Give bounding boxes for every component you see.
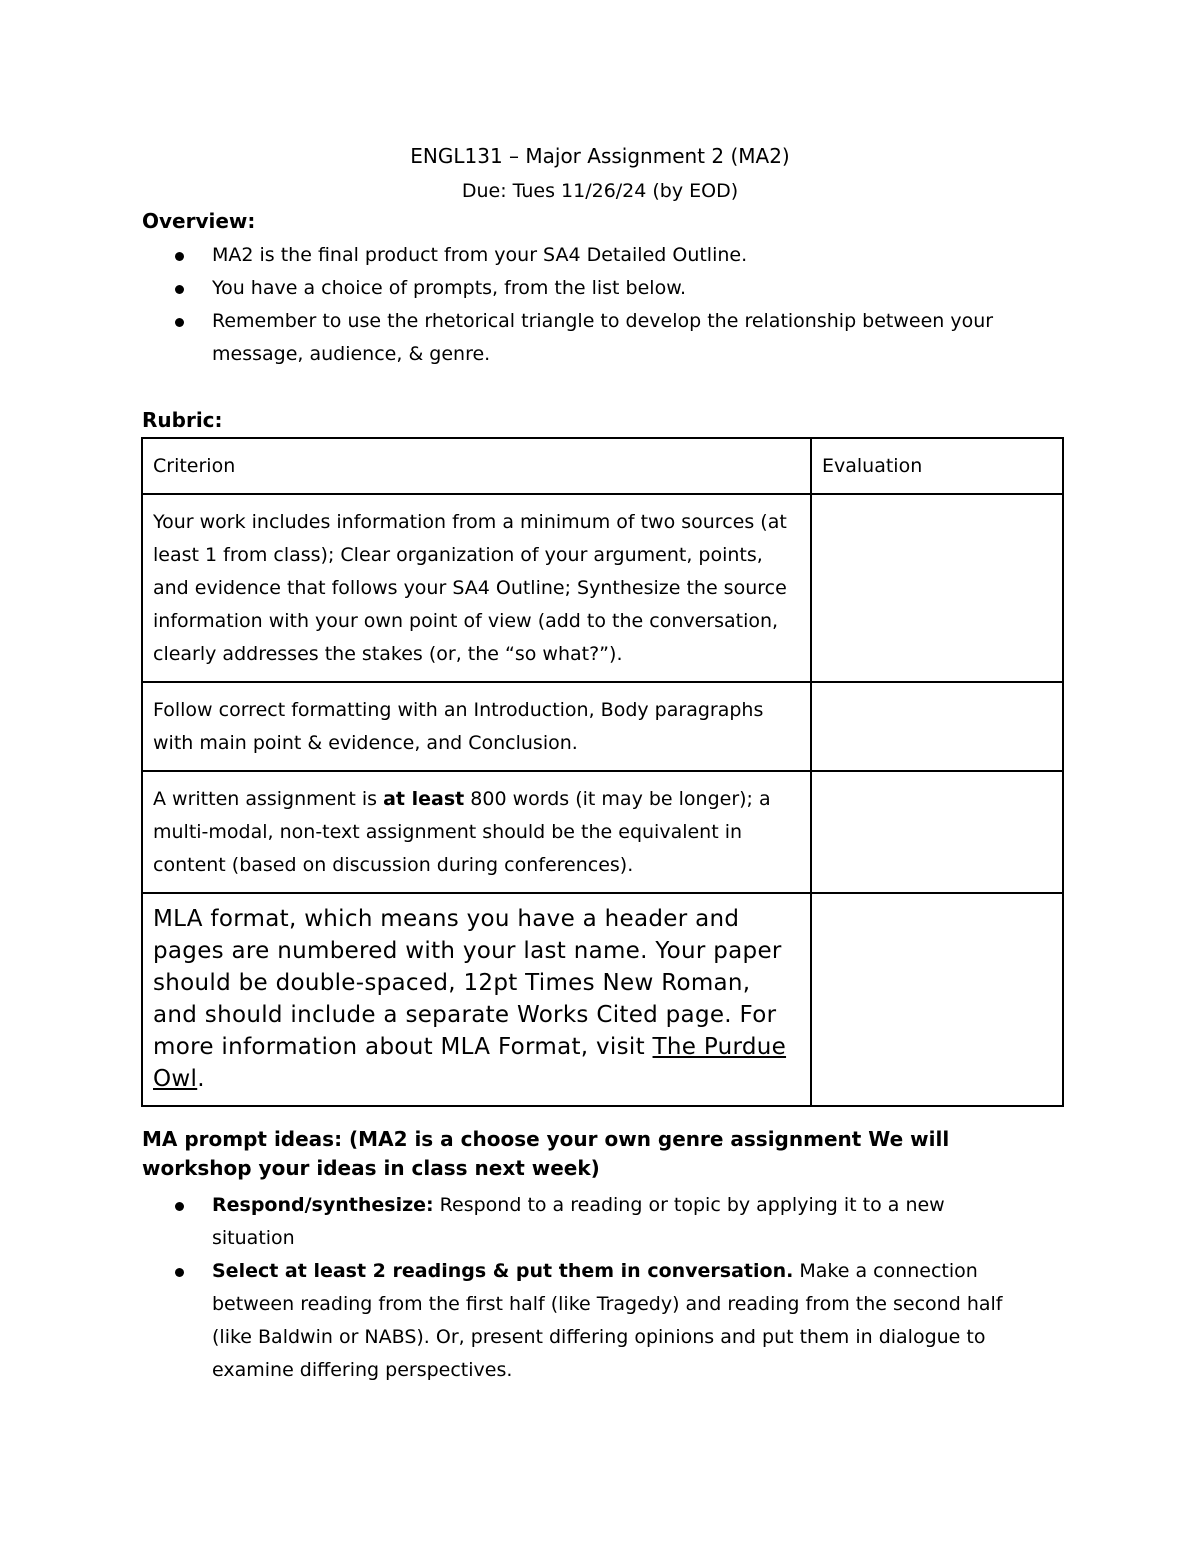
list-item: MA2 is the final product from your SA4 Detailed Outline. [142,239,1032,272]
table-row [142,893,1063,1106]
column-header-evaluation: Evaluation [811,438,1063,494]
list-item: Remember to use the rhetorical triangle to develop the relationship between your message, audience, & genre. [142,305,1032,371]
criterion-cell: Follow correct formatting with an Introduction, Body paragraphs with main point & evidence, and Conclusion. [142,682,811,771]
rubric-table [141,437,1064,1107]
criterion-emphasis: at least [383,788,465,810]
evaluation-cell [811,893,1063,1106]
due-date: Due: Tues 11/26/24 (by EOD) [461,180,739,202]
evaluation-cell [811,682,1063,771]
table-row [142,494,1063,682]
prompt-title: Select at least 2 readings & put them in conversation. [212,1260,794,1282]
criterion-cell [142,893,811,1106]
rubric-heading: Rubric: [142,408,223,432]
criterion-text: 800 words (it may be longer); a multi-modal, non-text assignment should be the equivalent in content (based on discussion during conferences). [153,788,771,876]
prompt-ideas-list [142,1189,1032,1387]
criterion-text: . [197,1066,205,1092]
column-header-criterion: Criterion [142,438,811,494]
evaluation-cell [811,494,1063,682]
table-row [142,771,1063,893]
criterion-cell [142,771,811,893]
list-item [142,1189,1032,1255]
criterion-text: A written assignment is [153,788,384,810]
prompt-text: Make a connection between reading from the first half (like Tragedy) and reading from the second half (like Baldwin or NABS). Or, present differing opinions and put them in dialogue to examine differing perspectives. [212,1260,1003,1381]
criterion-cell: Your work includes information from a minimum of two sources (at least 1 from class); Clear organization of your argument, points, and evidence that follows your SA4 Outline; Synthesize the source information with your own point of view (add to the conversation, clearly addresses the stakes (or, the “so what?”). [142,494,811,682]
overview-heading: Overview: [142,209,256,233]
evaluation-cell [811,771,1063,893]
overview-list [142,239,1032,371]
prompt-title: Respond/synthesize: [212,1194,434,1216]
criterion-text: MLA format, which means you have a header and pages are numbered with your last name. Your paper should be double-spaced, 12pt Times New Roman, and should include a separate Works Cited page. For more information about MLA Format, visit [153,906,782,1060]
document-title: ENGL131 – Major Assignment 2 (MA2) [410,144,790,168]
prompt-text: Respond to a reading or topic by applying it to a new situation [212,1194,945,1249]
purdue-owl-link[interactable]: The Purdue Owl [153,1034,787,1092]
table-row [142,682,1063,771]
list-item: You have a choice of prompts, from the list below. [142,272,1032,305]
prompt-ideas-heading: MA prompt ideas: (MA2 is a choose your own genre assignment We will workshop your ideas in class next week) [142,1127,950,1180]
table-header-row [142,438,1063,494]
list-item [142,1255,1032,1387]
